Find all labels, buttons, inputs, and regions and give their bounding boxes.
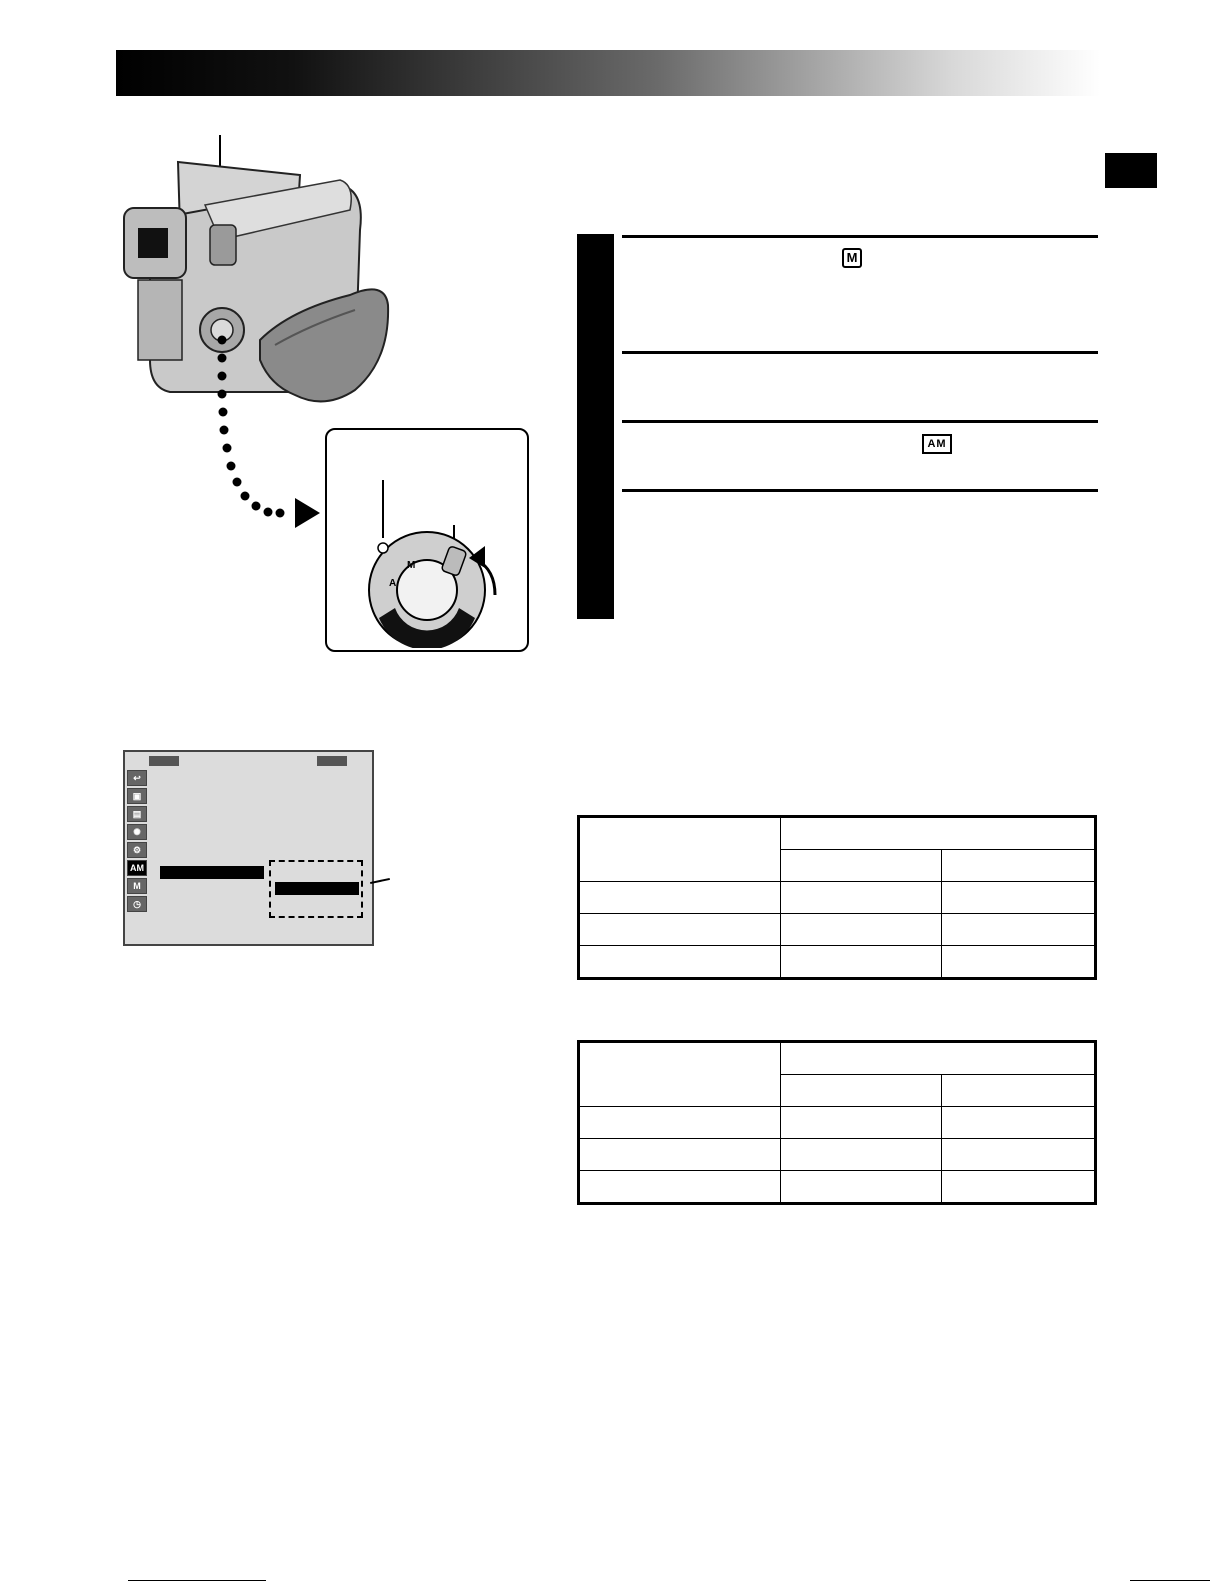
table-row [579, 882, 1096, 914]
mode-dial-illustration [327, 430, 525, 648]
auto-manual-icon[interactable]: AM [127, 860, 147, 876]
step-3-rule [622, 420, 1098, 423]
table-cell [579, 946, 781, 979]
manual-mode-icon: M [842, 248, 862, 268]
table-cell [579, 1042, 781, 1107]
lcd-selected-option-bar[interactable] [275, 882, 359, 895]
chapter-tab [1105, 153, 1157, 188]
table-row [579, 1107, 1096, 1139]
table-cell [781, 1107, 942, 1139]
system-icon[interactable]: ⚙ [127, 842, 147, 858]
table-row [579, 1171, 1096, 1204]
table-cell [942, 946, 1096, 979]
table-cell [781, 946, 942, 979]
footer-rule [1130, 1580, 1210, 1581]
manual-icon[interactable]: M [127, 878, 147, 894]
table-cell [781, 882, 942, 914]
svg-text:M: M [407, 560, 416, 571]
table-cell [579, 1107, 781, 1139]
spec-table-1 [577, 815, 1097, 980]
wipe-effect-icon[interactable]: ▤ [127, 806, 147, 822]
lcd-icon-column [127, 770, 147, 914]
table-cell [579, 1171, 781, 1204]
step-4-rule [622, 489, 1098, 492]
table-row [579, 914, 1096, 946]
section-header-bar [116, 50, 1100, 96]
table-cell [942, 850, 1096, 882]
table-cell [781, 1075, 942, 1107]
auto-manual-mode-icon: AM [922, 434, 952, 454]
footer-link-rule [128, 1580, 266, 1581]
lcd-menu-screen [123, 750, 374, 946]
table-cell [942, 1107, 1096, 1139]
table-cell [579, 817, 781, 882]
table-cell [942, 914, 1096, 946]
table-cell [579, 914, 781, 946]
program-ae-icon[interactable]: ✺ [127, 824, 147, 840]
lcd-selected-item-bar[interactable] [160, 866, 264, 879]
table-cell [781, 1042, 1096, 1075]
step-number-bar [577, 234, 614, 619]
table-cell [781, 817, 1096, 850]
table-row [579, 817, 1096, 850]
camera-setting-icon[interactable]: ▣ [127, 788, 147, 804]
svg-text:A: A [389, 578, 397, 589]
step-2-rule [622, 351, 1098, 354]
table-cell [579, 1139, 781, 1171]
table-cell [942, 1139, 1096, 1171]
table-cell [781, 914, 942, 946]
table-row [579, 1042, 1096, 1075]
table-cell [781, 1171, 942, 1204]
table-cell [781, 1139, 942, 1171]
step-1-rule [622, 235, 1098, 238]
lcd-top-tag-right [317, 756, 347, 766]
lcd-top-tag-left [149, 756, 179, 766]
table-cell [942, 1171, 1096, 1204]
table-cell [579, 882, 781, 914]
return-icon[interactable]: ↩ [127, 770, 147, 786]
table-cell [942, 882, 1096, 914]
clock-icon[interactable]: ◷ [127, 896, 147, 912]
table-row [579, 946, 1096, 979]
table-row [579, 1139, 1096, 1171]
table-cell [942, 1075, 1096, 1107]
table-cell [781, 850, 942, 882]
spec-table-2 [577, 1040, 1097, 1205]
